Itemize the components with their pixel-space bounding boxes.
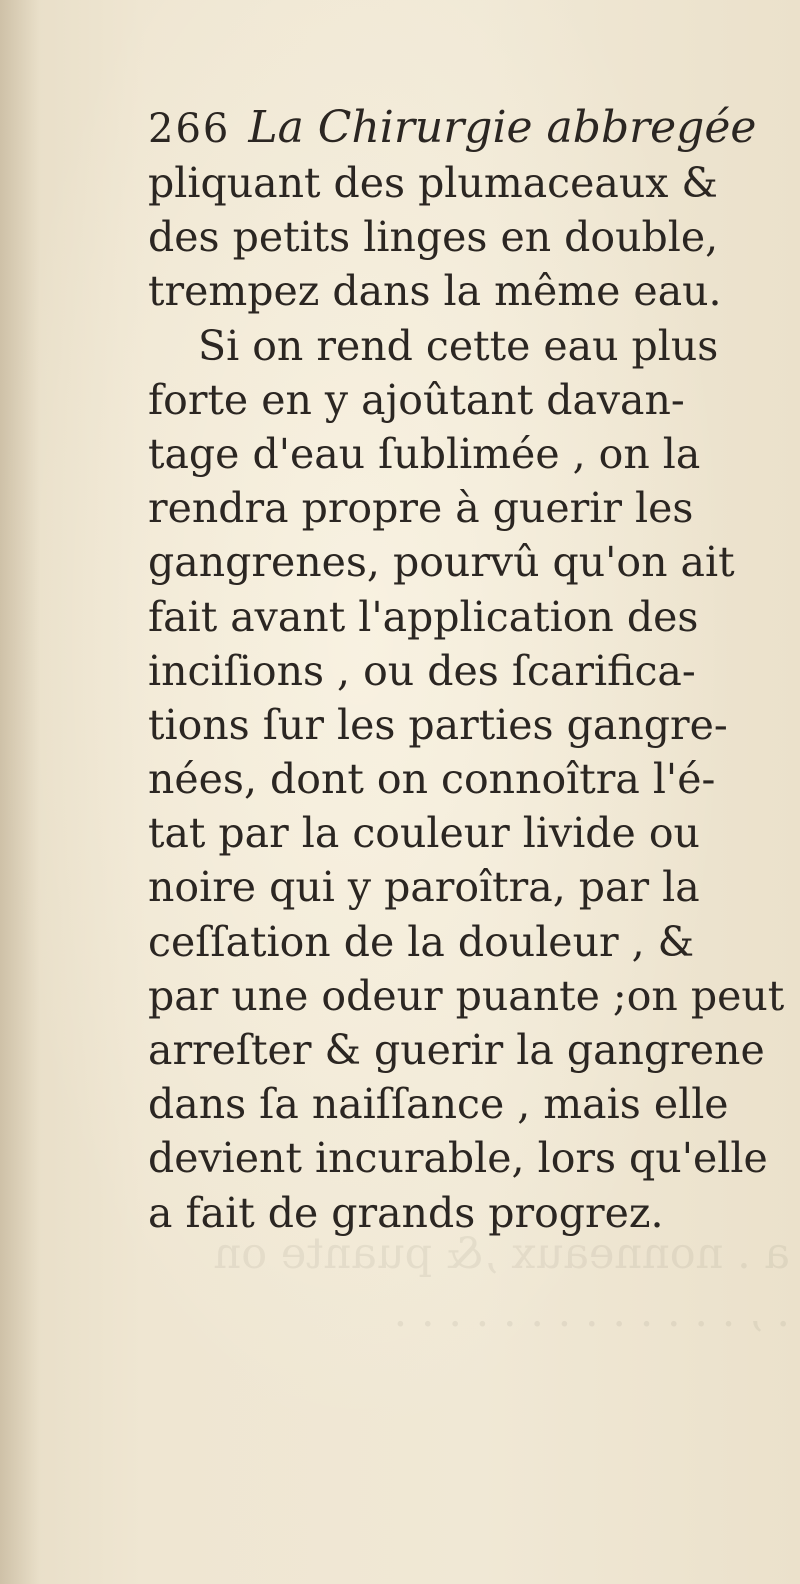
text-line: gangrenes, pourvû qu'on ait [148,538,735,587]
text-line: pliquant des plumaceaux & [148,159,718,207]
text-line: fait avant l'application des [148,592,699,641]
text-line: ceſſation de la douleur , & [148,917,695,966]
text-line: rendra propre à guerir les [148,484,694,533]
text-line: des petits linges en double, [148,213,719,262]
running-title: La Chirurgie abbregée [248,102,757,153]
text-line: a fait de grands progrez. [148,1188,664,1237]
running-head [148,100,756,156]
text-line: tat par la couleur livide ou [148,809,700,858]
text-line: dans ſa naiſſance , mais elle [148,1080,729,1129]
bleed-through-text [170,1225,790,1335]
text-line: nées, dont on connoîtra l'é- [148,755,716,804]
bleed-line: . , . . . . . . . . . . . . . [393,1287,790,1337]
text-line: tions ſur les parties gangre- [148,700,728,749]
bleed-line: a . nonneaux ,& puante on [213,1229,790,1279]
page-number: 266 [148,106,231,152]
page-gutter-shadow [0,0,40,1584]
text-line: noire qui y paroîtra, par la [148,863,700,912]
text-line: tage d'eau ſublimée , on la [148,429,701,478]
body-text [148,156,785,1240]
paragraph-first-line: Si on rend cette eau plus [198,321,719,370]
text-line: forte en y ajoûtant davan- [148,375,685,424]
text-line: trempez dans la même eau. [148,267,722,316]
text-line: par une odeur puante ;on peut [148,971,785,1020]
text-line: arreſter & guerir la gangrene [148,1026,765,1074]
text-line: devient incurable, lors qu'elle [148,1134,768,1183]
text-line: inciſions , ou des ſcarifica- [148,646,696,695]
